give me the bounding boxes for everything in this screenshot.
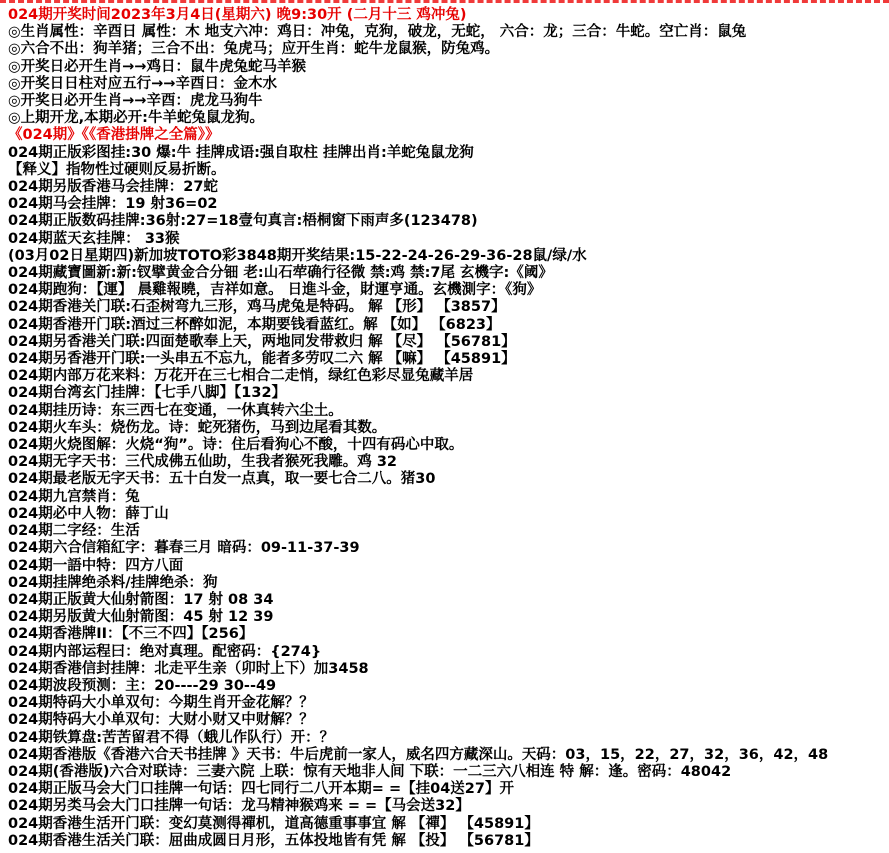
text-line: 024期正版数码挂牌:36射:27=18壹句真言:梧桐窗下雨声多(123478) bbox=[8, 213, 478, 230]
text-line: 024期另类马会大门口挂牌一句话：龙马精神猴鸡来 = =【马会送32】 bbox=[8, 798, 470, 815]
text-line: 024期另香港开门联:一头串五不忘九，能者多劳叹二六 解 【嘛】 【45891】 bbox=[8, 351, 516, 368]
text-line: ◎六合不出：狗羊猪；三合不出：兔虎马；应开生肖：蛇牛龙鼠猴，防兔鸡。 bbox=[8, 41, 500, 58]
text-line: 024期必中人物：薛丁山 bbox=[8, 505, 169, 522]
text-line: ◎开奖日必开生肖→→鸡日：鼠牛虎兔蛇马羊猴 bbox=[8, 58, 306, 75]
text-line: 024期挂牌绝杀料/挂牌绝杀：狗 bbox=[8, 574, 218, 591]
text-line: 024期正版彩图挂:30 爆:牛 挂牌成语:强自取柱 挂牌出肖:羊蛇兔鼠龙狗 bbox=[8, 144, 474, 161]
text-line: 024期马会挂牌：19 射36=02 bbox=[8, 196, 218, 213]
text-line: 024期香港生活关门联：屈曲成圆日月形，五体投地皆有凭 解 【投】 【56781】 bbox=[8, 832, 539, 849]
text-line: 024期跑狗：【運】 晨雞報曉，吉祥如意。 日進斗金，財運亨通。玄機測字：《狗》 bbox=[8, 282, 542, 299]
text-line: 024期二字经：生活 bbox=[8, 523, 140, 540]
text-line: 024期最老版无字天书：五十白发一点真，取一要七合二八。猪30 bbox=[8, 471, 436, 488]
text-line: 024期一語中特：四方八面 bbox=[8, 557, 184, 574]
text-line: 024期六合信箱紅字：暮春三月 暗码：09-11-37-39 bbox=[8, 540, 360, 557]
text-line: 024期特码大小单双句：今期生肖开金花解？？ bbox=[8, 695, 314, 712]
text-line: 024期正版马会大门口挂牌一句话：四七同行二八开本期= =【挂04送27】开 bbox=[8, 781, 514, 798]
text-line: 024期铁算盘:苦苦留君不得（蛾儿作队行）开：？ bbox=[8, 729, 335, 746]
text-line: 024期香港信封挂牌：北走平生亲（卯时上下）加3458 bbox=[8, 660, 369, 677]
text-line: 024期内部万花来料：万花开在三七相合二走悄，绿红色彩尽显兔藏羊居 bbox=[8, 368, 474, 385]
text-line: 024期特码大小单双句：大财小财又中财解？？ bbox=[8, 712, 314, 729]
text-line: 024期无字天书：三代成佛五仙助，生我者猴死我雕。鸡 32 bbox=[8, 454, 397, 471]
text-line: 024期蓝天玄挂牌： 33猴 bbox=[8, 230, 180, 247]
text-line: 024期波段预测：主：20----29 30--49 bbox=[8, 677, 277, 694]
text-line: 024期正版黄大仙射箭图：17 射 08 34 bbox=[8, 591, 274, 608]
text-line: 024期九宫禁肖：兔 bbox=[8, 488, 140, 505]
text-line: ◎开奖日必开生肖→→辛酉：虎龙马狗牛 bbox=[8, 93, 263, 110]
text-line: ◎上期开龙,本期必开:牛羊蛇兔鼠龙狗。 bbox=[8, 110, 264, 127]
text-line: 024期火车头：烧伤龙。诗：蛇死猪伤，马到边尾看其数。 bbox=[8, 419, 387, 436]
text-line: 024期香港版《香港六合天书挂牌 》天书：牛后虎前一家人，威名四方藏深山。天码：03，15，22，27，32，36，42，48 bbox=[8, 746, 829, 763]
text-line: ◎开奖日日柱对应五行→→辛酉日：金木水 bbox=[8, 75, 277, 92]
text-line: 024期香港牌II：【不三不四】【256】 bbox=[8, 626, 254, 643]
text-line: 024期内部运程曰：绝对真理。配密码：{274} bbox=[8, 643, 322, 660]
text-lines-container bbox=[0, 3, 889, 850]
text-line: 024期挂历诗：东三西七在变通，一休真转六尘土。 bbox=[8, 402, 343, 419]
text-line: 024期火烧图解：火烧“狗”。诗：住后看狗心不酸，十四有码心中取。 bbox=[8, 437, 464, 454]
text-line: (03月02日星期四)新加坡TOTO彩3848期开奖结果:15-22-24-26-29-36-28鼠/绿/水 bbox=[8, 247, 587, 264]
text-line: 024期香港开门联:酒过三杯醉如泥，本期要钱看蓝红。解 【如】 【6823】 bbox=[8, 316, 501, 333]
text-line: 024期另版黄大仙射箭图：45 射 12 39 bbox=[8, 609, 274, 626]
text-line: ◎生肖属性：辛酉日 属性：木 地支六冲：鸡日：冲兔，克狗，破龙，无蛇， 六合：龙；三合：牛蛇。空亡肖：鼠兔 bbox=[8, 24, 747, 41]
text-line: 024期另香港关门联:四面楚歌奉上天，两地同发带救归 解 【尽】 【56781】 bbox=[8, 333, 516, 350]
text-line: 024期香港生活开门联：变幻莫测得禪机，道高德重事事宜 解 【禪】 【45891】 bbox=[8, 815, 539, 832]
text-line: 024期开奖时间2023年3月4日(星期六) 晚9:30开 (二月十三 鸡冲兔) bbox=[8, 7, 467, 23]
text-line: 024期香港关门联:石歪树弯九三形，鸡马虎兔是特码。 解 【形】 【3857】 bbox=[8, 299, 506, 316]
text-line: 【释义】指物性过硬则反易折断。 bbox=[8, 161, 226, 178]
text-line: 《024期》《《香港掛牌之全篇》》 bbox=[8, 127, 220, 144]
text-line: 024期台湾玄门挂牌：【七手八脚】【132】 bbox=[8, 385, 287, 402]
text-line: 024期藏寶圖新:新:钗擘黄金合分钿 老:山石荦确行径微 禁:鸡 禁:7尾 玄機字:《阈》 bbox=[8, 265, 553, 282]
text-line: 024期(香港版)六合对联诗：三妻六院 上联：惊有天地非人间 下联：一二三六八相连 特 解：逢。密码：48042 bbox=[8, 763, 732, 780]
text-line: 024期另版香港马会挂牌：27蛇 bbox=[8, 179, 218, 196]
